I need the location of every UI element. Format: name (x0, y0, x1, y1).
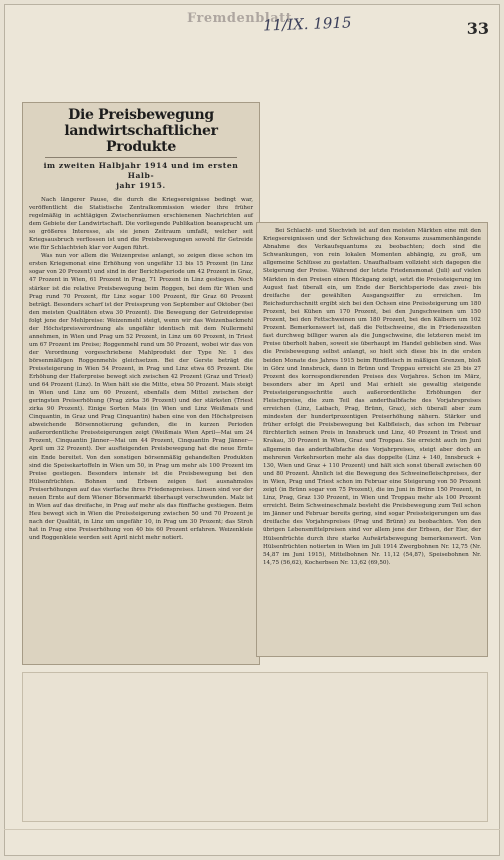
backing-card (22, 672, 488, 822)
article-title-line-1: Die Preisbewegung landwirtschaftlicher (64, 107, 218, 139)
article-title (29, 107, 253, 155)
page-number: 33 (466, 19, 489, 38)
article-column-left (22, 102, 260, 665)
article-column-right (256, 222, 488, 657)
article-subtitle (29, 161, 253, 191)
newspaper-stamp: Fremdenblatt (187, 11, 293, 26)
article-title-line-2: Produkte (106, 139, 176, 155)
article-subtitle-line-1: im zweiten Halbjahr 1914 und im ersten Halb- (43, 161, 239, 180)
title-divider (45, 157, 237, 158)
paragraph: Bei Schlacht- und Stechvieh ist auf den meisten Märkten eine mit den Kriegsereignissen und der Schwächung des Konsums zusammenhängende Abnahme des Verkaufsquantums zu beobachten; doch sind die Schwankungen, von rein lokalen Momenten abhängig, zu groß, um allgemeine Schlüsse zu gestatten. Unaufhaltsam vollzieht sich dagegen die Steigerung der Preise. Während der letzte Friedensmonat (Juli) auf vielen Märkten in den Preisen einen Rückgang zeigt, setzt die Preissteigerung im August fast überall ein, um Ende der Berichtsperiode das zwei- bis dreifache der gewählten Ausgangsziffer zu erreichen. Im Reichsdurchschnitt ergibt sich bei den Ochsen eine Preissteigerung um 180 Prozent, bei Kühen um 170 Prozent, bei den Jungschweinen um 150 Prozent, bei den Fettschweinen um 180 Prozent, bei den Kälbern um 102 Prozent. Bemerkenswert ist, daß die Fettschweine, die in Friedenszeiten fast durchweg billiger waren als die Jungschweine, die letzteren meist im Preise überholt haben, soweit sie überhaupt im Handel geblieben sind. Was die Preisbewegung selbst anlangt, so hielt sich diese bis in die ersten beiden Monate des Jahres 1915 beim Rindfleisch in mäßigen Grenzen, bloß in Görz und Innsbruck, dann in Brünn und Troppau erreicht sie 25 bis 27 Prozent des korrespondierenden Preises des Vorjahres. Schon im März, besonders aber im April und Mai erhielt sie gewaltig steigende Preissteigerungsschritte auch außerordentliche Erhöhungen der Fleischpreise, die zum Teil das anderthalbfache des Vorjahrspreises erreichen (Linz, Laibach, Prag, Brünn, Graz), sich überall aber zum mindesten der hundertprozentigen Preiserhöhung nähern. Stärker und früher erfolgt die Preisbewegung bei Kalbfleisch, das schon im Februar fürchterlich seinen Preis in Innsbruck und Linz, 40 Prozent in Triest und Krakau, 30 Prozent in Wien, Graz und Troppau. Sie erreicht auch im Juni allgemein das anderthalbfache des Vorjahrpreises, steigt aber doch an mehreren Verkehrsorten mehr als das doppelte (Linz + 140, Innsbruck + 130, Wien und Graz + 110 Prozent) und hält sich sonst überall zwischen 60 und 80 Prozent. Ähnlich ist die Bewegung des Schweinefleischpreises, der in Wien, Prag und Triest schon im Februar eine Steigerung von 50 Prozent zeigt (in Brünn sogar von 75 Prozent), die im Juni in Brünn 150 Prozent, in Linz, Prag, Graz 130 Prozent, in Wien und Troppau mehr als 100 Prozent erreicht. Beim Schweineschmalz besteht die Preisbewegung zum Teil schon im Jänner und Februar bereits gering, sind sogar Preissteigerungen um das dreifache des Vorjahrspreises (Prag und Brünn) zu beobachten. Von den übrigen Lebensmittelpreisen sind vor allem jene der Erbsen, der Eier, der Hülsenfrüchte durch ihre starke Aufwärtsbewegung bemerkenswert. Von Hülsenfrüchten notierten in Wien im Juli 1914 Zwergbohnen Nr. 12,75 (Nr. 54,87 im Juni 1915), Mittelbohnen Nr. 11,12 (54,87), Speisebohnen Nr. 14,75 (56,62), Kocherbsen Nr. 13,62 (69,50). (263, 228, 481, 566)
article-subtitle-line-2: jahr 1915. (116, 181, 166, 190)
handwritten-date: 11/IX. 1915 (262, 13, 352, 35)
sheet-edge-line (4, 829, 500, 830)
paragraph: Was nun vor allem die Weizenpreise anlangt, so zeigen diese schon im ersten Kriegsmonat eine Erhöhung von ungefähr 13 bis 15 Prozent (in Linz sogar von 20 Prozent) und sind in der Berichtsperiode um 42 Prozent in Graz, 47 Prozent in Wien, 61 Prozent in Prag, 71 Prozent in Linz gestiegen. Noch stärker ist die relative Preisbewegung beim Roggen, bei dem für Wien und Prag rund 70 Prozent, für Linz sogar 100 Prozent, für Graz 60 Prozent beträgt. Besonders scharf ist der Preissprung von September auf Oktober (bei den meisten Qualitäten etwa 30 Prozent). Die Bewegung der Getreidepreise folgt jene der Mehlpreise: Weizenmehl steigt, wenn wir das Weizenbackmehl der Höchstpreisverordnung als ungefähr identisch mit dem Nullermehl annehmen, in Wien und Prag um 52 Prozent, in Linz um 60 Prozent, in Triest um 67 Prozent im Preise; Roggenmehl rund um 50 Prozent, wobei wir das von der Verordnung vorgeschriebene Mahlprodukt der Type Nr. 1 des börsenmäßigen Roggenmehls gleichsetzen. Bei der Gerste beträgt die Preissteigerung in Wien 54 Prozent, in Prag und Linz etwa 65 Prozent. Die Erhöhung der Haferpreise bewegt sich zwischen 42 Prozent (Graz und Triest) und 64 Prozent (Linz). In Wien hält sie die Mitte, etwa 50 Prozent. Mais steigt in Wien und Linz um 60 Prozent, ebenfalls dem Mittel zwischen der geringsten Preiserhöhung (Prag zirka 36 Prozent) und der stärksten (Triest zirka 90 Prozent). Einige Sorten Mais (in Wien und Linz Weißmais und Cinquantin, in Graz und Prag Cinquantin) haben eine von den Höchstpreisen abweichende Börsennotierung gefunden, die in kurzen Perioden außerordentliche Preissteigerungen zeigt (Weißmais Wien April—Mai um 24 Prozent, Cinquantin Jänner—Mai um 44 Prozent, Cinquantin Prag Jänner—April um 32 Prozent). Der ausfteigenden Preisbewegung hat die neue Ernte ein Ende bereitet. Von den sonstigen börsenmäßig gehandelten Produkten sind die Speisekartoffeln in Wien um 50, in Prag um mehr als 100 Prozent im Preise gestiegen. Besonders intensiv ist die Preisbewegung bei den Hülsenfrüchten. Bohnen und Erbsen zeigen fast ausnahmslos Preiserhöhungen auf das vierfache ihres Friedenspreises. Linsen sind vor der neuen Ernte auf dem Wiener Börsenmarkt überhaupt verschwunden. Malz ist in Wien auf das dreifache, in Prag auf mehr als das fünffache gestiegen. Beim Heu bewegt sich in Wien die Preissteigerung zwischen 50 und 70 Prozent je nach der Qualität, in Linz um ungefähr 10, in Prag um 30 Prozent; das Stroh hat in Prag eine Preiserhöhung von 40 bis 60 Prozent erfahren. Weizenkleie und Roggenkleie werden seit April nicht mehr notiert. (29, 253, 253, 541)
article-body-right (263, 227, 481, 567)
article-body-left (29, 196, 253, 542)
paragraph: Nach längerer Pause, die durch die Kriegsereignisse bedingt war, veröffentlicht die Statistische Zentralkommission wieder ihre früher regelmäßig in achttägigen Zwischenräumen erschienenen Nachrichten auf dem Gebiete der Landwirtschaft. Die vorliegende Publikation beansprucht um so größeres Interesse, als sie jenen Zeitraum umfaßt, welcher seit Kriegsausbruch verflossen ist und die Preisbewegungen sowohl für Getreide wie für Schlachtvieh klar vor Augen führt. (29, 197, 253, 252)
